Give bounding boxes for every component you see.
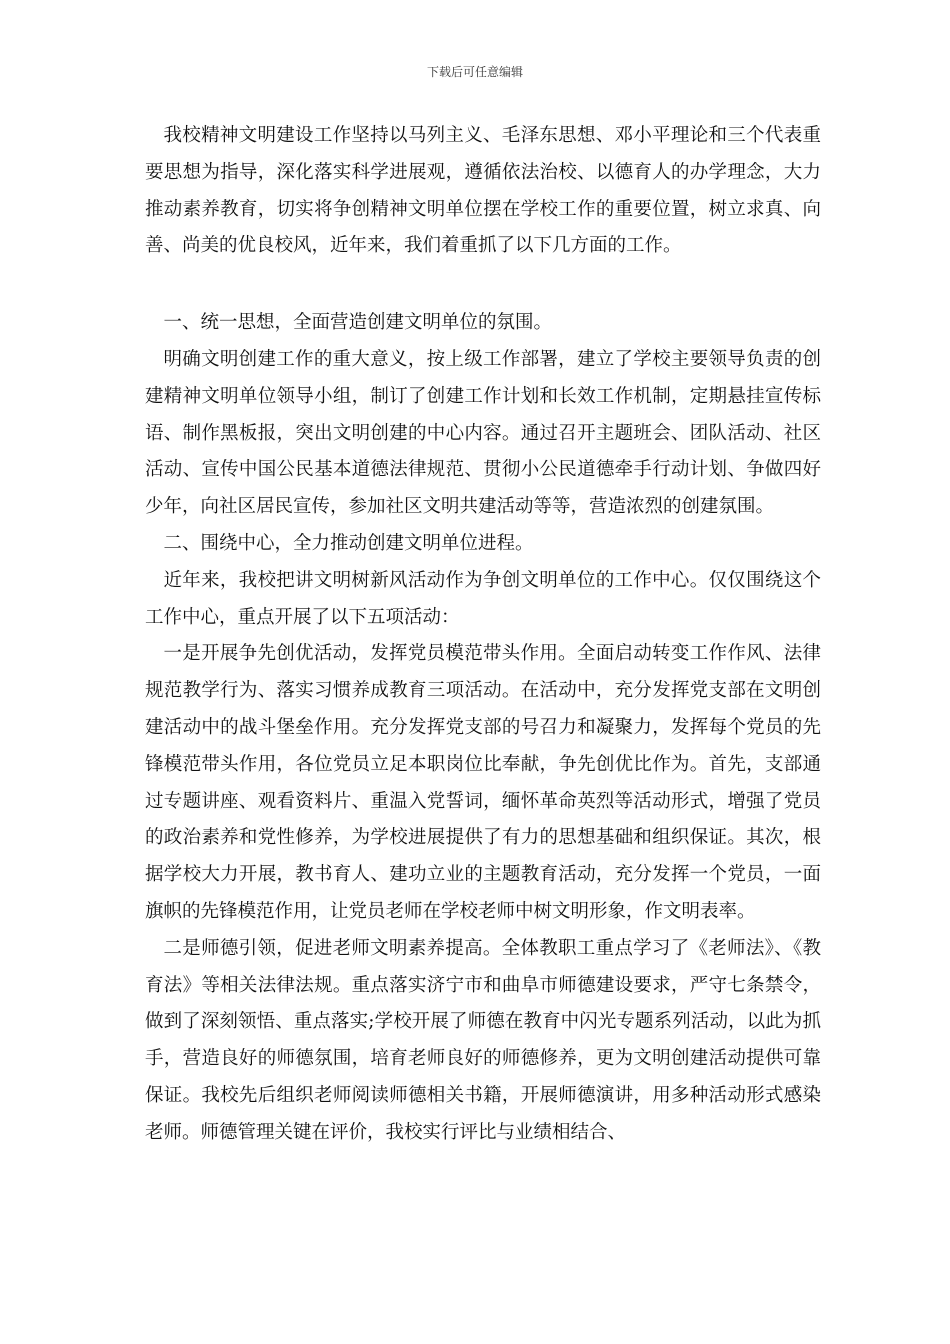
document-body [145,118,821,1152]
intro-paragraph: 我校精神文明建设工作坚持以马列主义、毛泽东思想、邓小平理论和三个代表重要思想为指导，深化落实科学进展观，遵循依法治校、以德育人的办学理念，大力推动素养教育，切实将争创精神文明单位摆在学校工作的重要位置，树立求真、向善、尚美的优良校风，近年来，我们着重抓了以下几方面的工作。 [145,125,821,257]
activity-1-paragraph: 一是开展争先创优活动，发挥党员模范带头作用。全面启动转变工作作风、法律规范教学行为、落实习惯养成教育三项活动。在活动中，充分发挥党支部在文明创建活动中的战斗堡垒作用。充分发挥党支部的号召力和凝聚力，发挥每个党员的先锋模范带头作用，各位党员立足本职岗位比奉献，争先创优比作为。首先，支部通过专题讲座、观看资料片、重温入党誓词，缅怀革命英烈等活动形式，增强了党员的政治素养和党性修养，为学校进展提供了有力的思想基础和组织保证。其次，根据学校大力开展，教书育人、建功立业的主题教育活动，充分发挥一个党员，一面旗帜的先锋模范作用，让党员老师在学校老师中树文明形象，作文明表率。 [145,643,821,922]
activity-2-paragraph: 二是师德引领，促进老师文明素养提高。全体教职工重点学习了《老师法》、《教育法》等相关法律法规。重点落实济宁市和曲阜市师德建设要求，严守七条禁令，做到了深刻领悟、重点落实;学校开展了师德在教育中闪光专题系列活动，以此为抓手，营造良好的师德氛围，培育老师良好的师德修养，更为文明创建活动提供可靠保证。我校先后组织老师阅读师德相关书籍，开展师德演讲，用多种活动形式感染老师。师德管理关键在评价，我校实行评比与业绩相结合、 [145,937,821,1143]
section-1-paragraph: 明确文明创建工作的重大意义，按上级工作部署，建立了学校主要领导负责的创建精神文明单位领导小组，制订了创建工作计划和长效工作机制，定期悬挂宣传标语、制作黑板报，突出文明创建的中心内容。通过召开主题班会、团队活动、社区活动、宣传中国公民基本道德法律规范、贯彻小公民道德牵手行动计划、争做四好少年，向社区居民宣传，参加社区文明共建活动等等，营造浓烈的创建氛围。 [145,348,821,518]
section-heading-1: 一、统一思想，全面营造创建文明单位的氛围。 [163,312,553,334]
page-header: 下载后可任意编辑 [426,65,523,79]
section-2-intro-paragraph: 近年来，我校把讲文明树新风活动作为争创文明单位的工作中心。仅仅围绕这个工作中心，重点开展了以下五项活动： [145,569,821,628]
section-heading-2: 二、围绕中心，全力推动创建文明单位进程。 [163,532,534,554]
